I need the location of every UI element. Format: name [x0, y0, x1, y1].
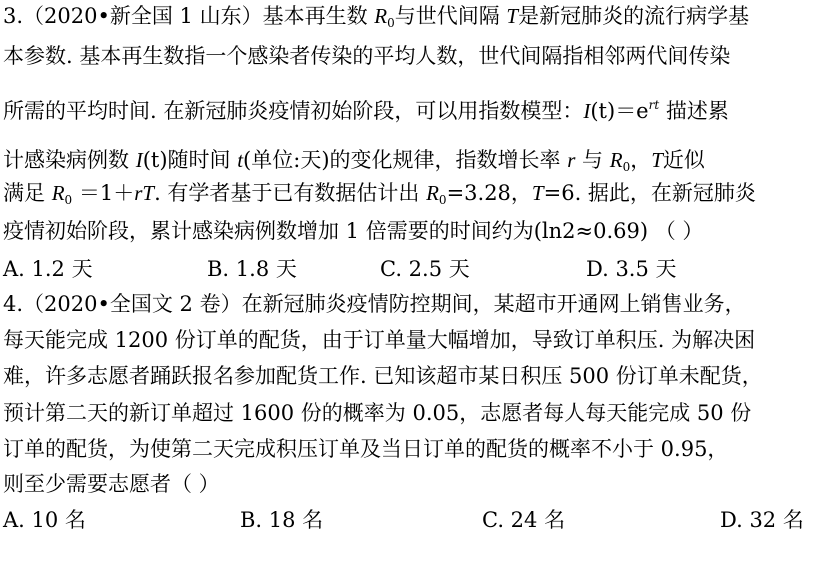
- math-I: I: [135, 148, 143, 172]
- q4-line-4: 预计第二天的新订单超过 1600 份的概率为 0.05，志愿者每人每天能完成 50 份: [3, 401, 752, 425]
- q3-line-4: [3, 148, 705, 179]
- text: 满足: [3, 181, 52, 205]
- text: 计感染病例数: [3, 148, 136, 172]
- math-t: t: [237, 148, 244, 172]
- q4-option-d: D. 32 名: [720, 508, 804, 532]
- math-T: T: [531, 181, 544, 205]
- subscript: 0: [438, 193, 447, 207]
- subscript: 0: [387, 16, 395, 30]
- q4-line-1: 4.（2020•全国文 2 卷）在新冠肺炎疫情防控期间，某超市开通网上销售业务，: [3, 292, 746, 316]
- math-R: R: [426, 181, 439, 205]
- math-I: I: [583, 99, 591, 123]
- q4-line-2: 每天能完成 1200 份订单的配货，由于订单量大幅增加，导致订单积压. 为解决困: [3, 328, 756, 352]
- text: 是新冠肺炎的流行病学基: [518, 4, 750, 28]
- text: 近似: [662, 148, 705, 172]
- text: (单位:天)的变化规律，指数增长率: [243, 148, 568, 172]
- math-r: r: [567, 148, 576, 172]
- q3-line-5: [3, 181, 756, 212]
- text: 与世代间隔: [394, 4, 507, 28]
- q4-option-b: B. 18 名: [240, 508, 324, 532]
- math-R: R: [51, 181, 65, 205]
- text: =3.28，: [446, 181, 532, 205]
- math-T: T: [506, 4, 519, 28]
- q4-option-c: C. 24 名: [482, 508, 566, 532]
- math-R: R: [609, 148, 623, 172]
- text: 随时间: [167, 148, 238, 172]
- q3-option-b: B. 1.8 天: [207, 257, 297, 281]
- q3-option-d: D. 3.5 天: [586, 257, 677, 281]
- q4-line-6: 则至少需要志愿者（ ）: [3, 472, 220, 496]
- q3-line-3: [3, 93, 729, 123]
- text: ＝1＋: [72, 181, 135, 205]
- q3-line-1: [3, 4, 749, 35]
- q3-option-c: C. 2.5 天: [380, 257, 470, 281]
- math-rT: rT: [134, 181, 155, 205]
- math-T: T: [651, 148, 663, 172]
- subscript: 0: [622, 160, 631, 174]
- q3-option-a: A. 1.2 天: [3, 257, 93, 281]
- q3-line-6: 疫情初始阶段，累计感染病例数增加 1 倍需要的时间约为(ln2≈0.69) （ ）: [3, 219, 704, 243]
- subscript: 0: [64, 193, 73, 207]
- math-eq: ＝e: [615, 99, 649, 123]
- math-t-arg: (t): [590, 99, 616, 123]
- math-R: R: [374, 4, 388, 28]
- text: 所需的平均时间. 在新冠肺炎疫情初始阶段，可以用指数模型：: [3, 99, 584, 123]
- q4-line-5: 订单的配货，为使第二天完成积压订单及当日订单的配货的概率不小于 0.95，: [3, 437, 729, 461]
- q4-option-a: A. 10 名: [3, 508, 86, 532]
- q4-line-3: 难，许多志愿者踊跃报名参加配货工作. 已知该超市某日积压 500 份订单未配货，: [3, 364, 763, 388]
- q3-line-2: 本参数. 基本再生数指一个感染者传染的平均人数，世代间隔指相邻两代间传染: [3, 44, 731, 68]
- text: 描述累: [659, 99, 729, 123]
- text: =6. 据此，在新冠肺炎: [543, 181, 756, 205]
- text: . 有学者基于已有数据估计出: [154, 181, 427, 205]
- text: 与: [575, 148, 610, 172]
- superscript: rt: [648, 98, 660, 112]
- text: 3.（2020•新全国 1 山东）基本再生数: [3, 4, 375, 28]
- math-t-arg: (t): [142, 148, 168, 172]
- text: ，: [630, 148, 652, 172]
